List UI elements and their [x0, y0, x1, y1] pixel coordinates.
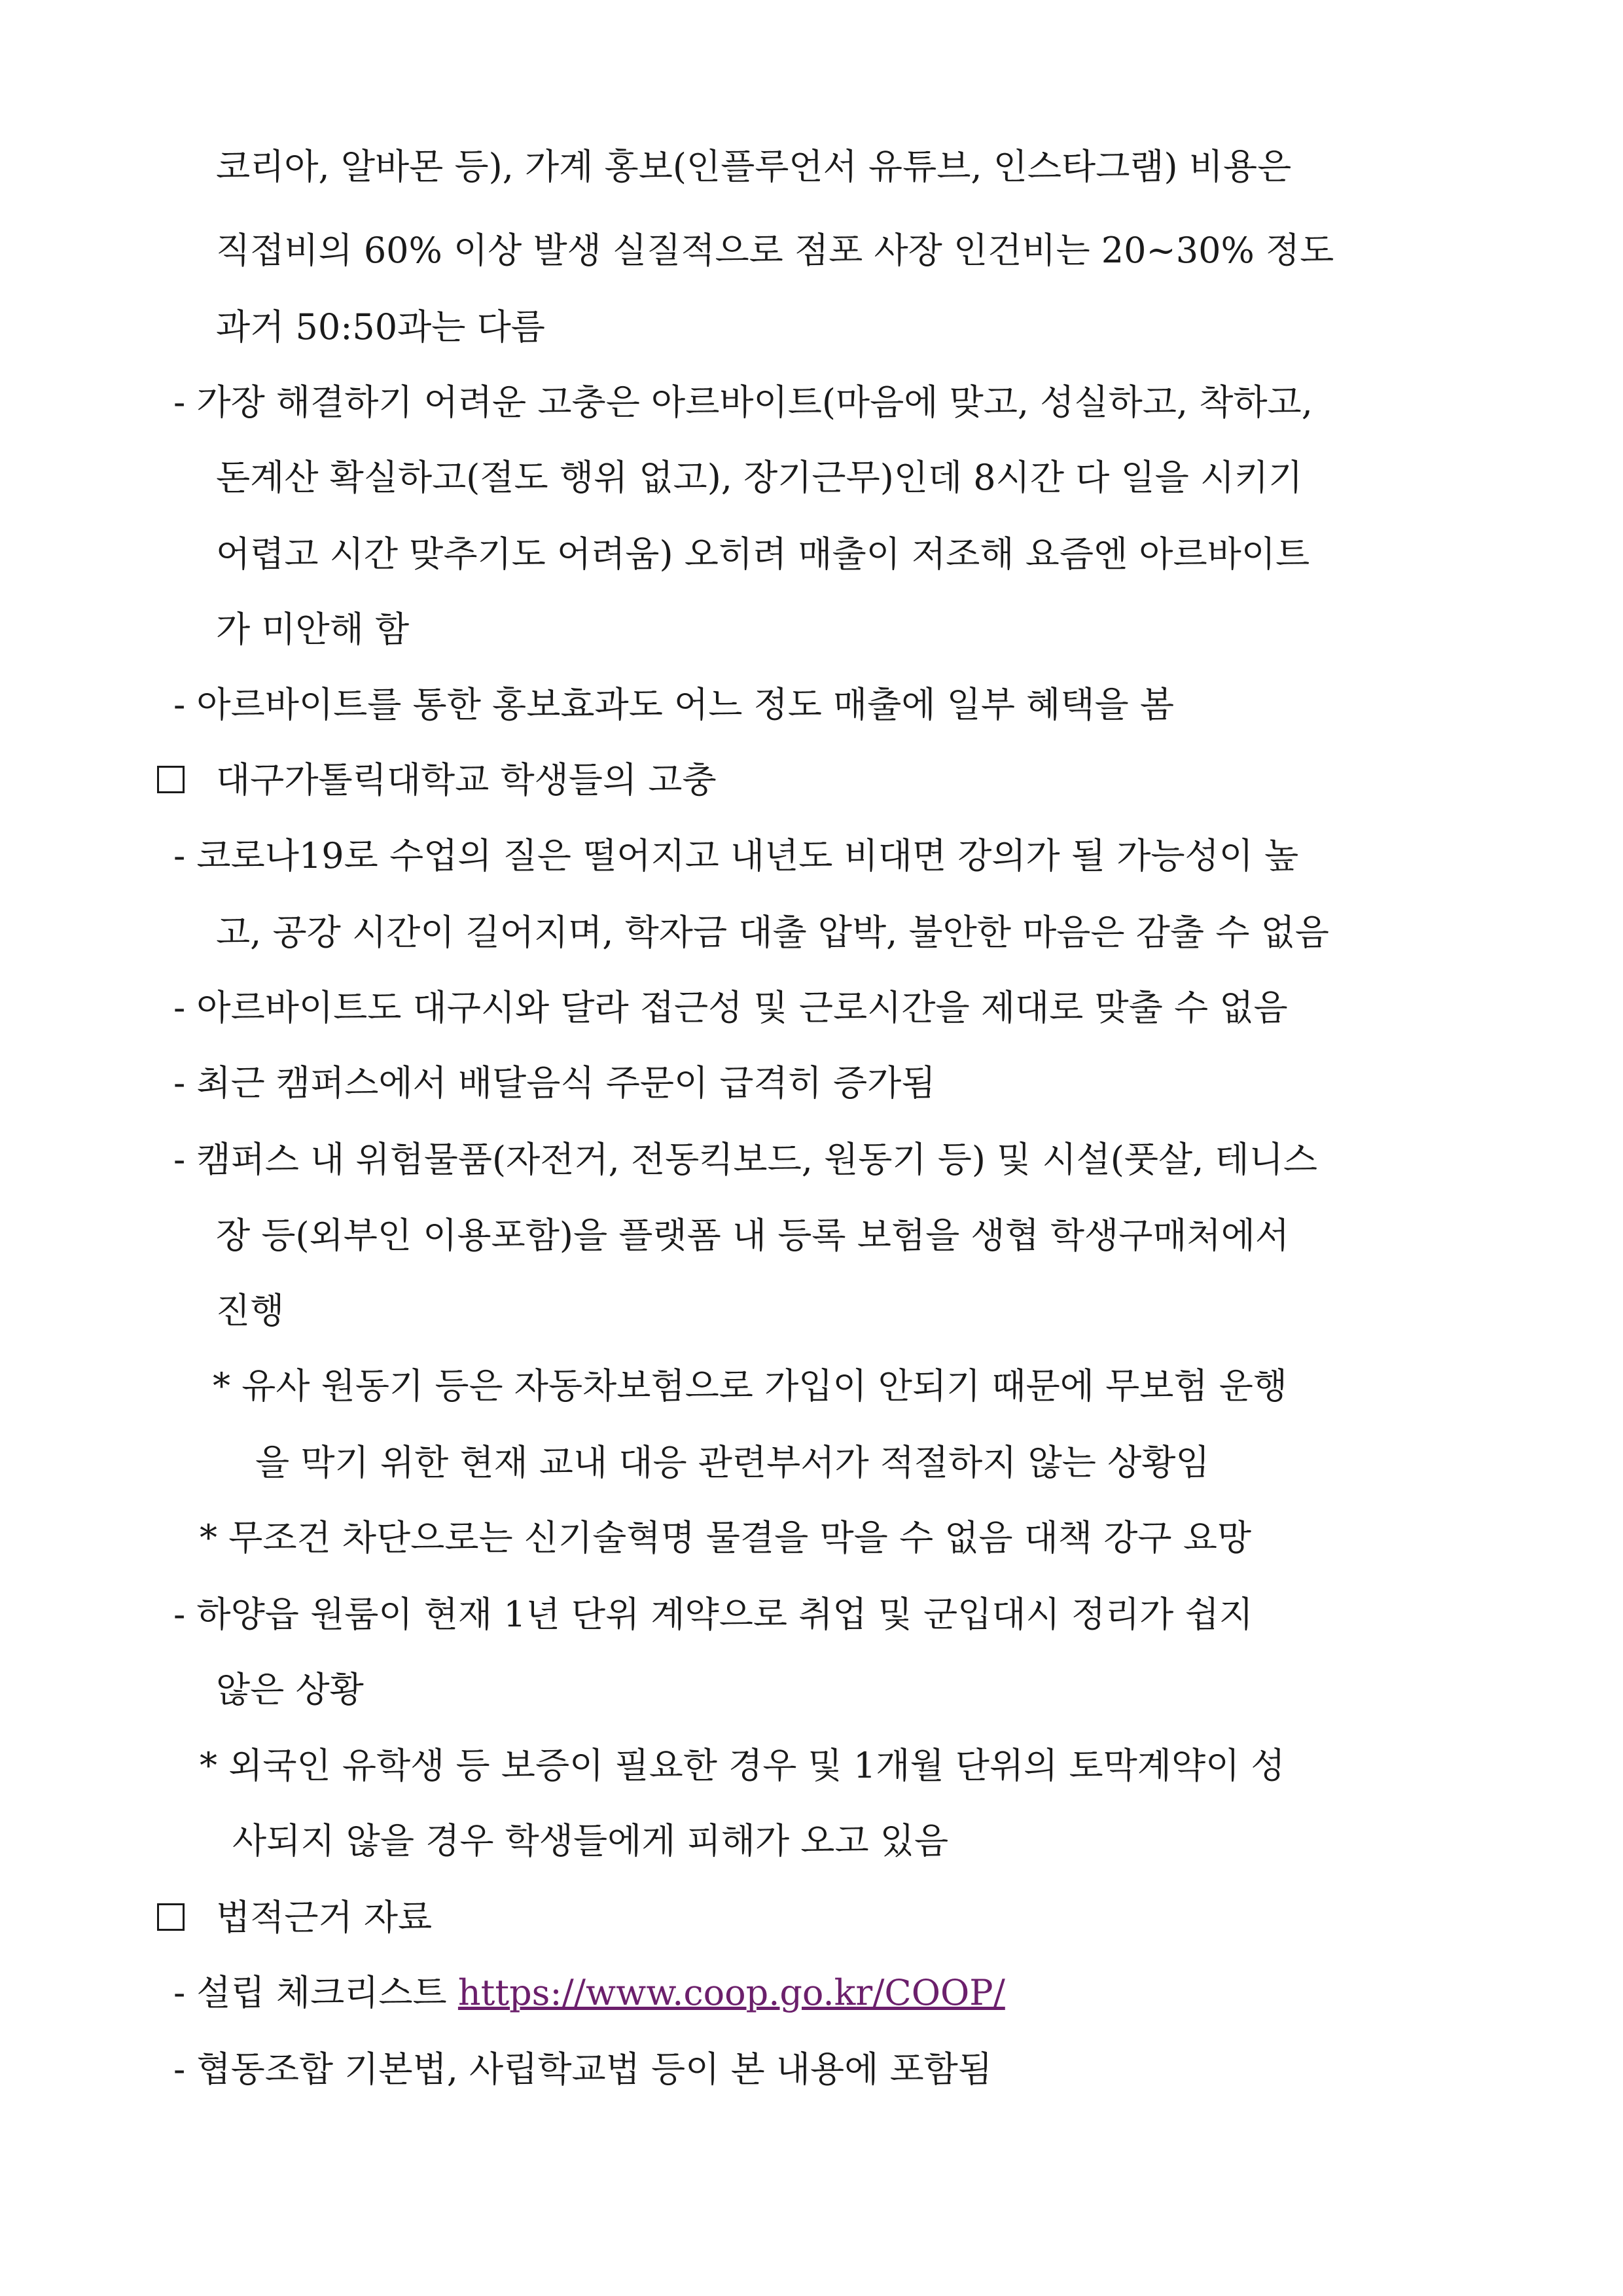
bullet-item: - 협동조합 기본법, 사립학교법 등이 본 내용에 포함됨: [173, 2049, 993, 2090]
note-item: * 유사 원동기 등은 자동차보험으로 가입이 안되기 때문에 무보험 운행: [213, 1365, 1288, 1407]
bullet-item: [173, 1970, 1005, 2016]
text-line: 고, 공강 시간이 길어지며, 학자금 대출 압박, 불안한 마음은 감출 수 없음: [216, 912, 1329, 953]
coop-link[interactable]: https://www.coop.go.kr/COOP/: [457, 1972, 1005, 2013]
text-line: 과거 50:50과는 다름: [216, 306, 545, 348]
bullet-item: - 코로나19로 수업의 질은 떨어지고 내년도 비대면 강의가 될 가능성이 높: [173, 835, 1299, 876]
bullet-item: - 캠퍼스 내 위험물품(자전거, 전동킥보드, 원동기 등) 및 시설(풋살, 테니스: [173, 1139, 1318, 1180]
text-line: 장 등(외부인 이용포함)을 플랫폼 내 등록 보험을 생협 학생구매처에서: [216, 1215, 1290, 1256]
bullet-item: - 아르바이트를 통한 홍보효과도 어느 정도 매출에 일부 혜택을 봄: [173, 684, 1174, 725]
bullet-item: - 가장 해결하기 어려운 고충은 아르바이트(마음에 맞고, 성실하고, 착하고,: [173, 382, 1313, 423]
text-line: 진행: [216, 1290, 285, 1331]
section-heading: 법적근거 자료: [216, 1897, 433, 1938]
text-line: 어렵고 시간 맞추기도 어려움) 오히려 매출이 저조해 요즘엔 아르바이트: [216, 533, 1310, 575]
text-line: 가 미안해 함: [216, 609, 410, 650]
checkbox-square-icon: [157, 766, 185, 793]
text-line: 사되지 않을 경우 학생들에게 피해가 오고 있음: [232, 1820, 949, 1861]
bullet-item: - 하양읍 원룸이 현재 1년 단위 계약으로 취업 및 군입대시 정리가 쉽지: [173, 1594, 1253, 1635]
text-line: 을 막기 위한 현재 교내 대응 관련부서가 적절하지 않는 상황임: [255, 1442, 1210, 1483]
checkbox-square-icon: [157, 1903, 185, 1931]
bullet-item: - 아르바이트도 대구시와 달라 접근성 및 근로시간을 제대로 맞출 수 없음: [173, 987, 1288, 1028]
note-item: * 외국인 유학생 등 보증이 필요한 경우 및 1개월 단위의 토막계약이 성: [200, 1745, 1285, 1786]
text-line: 돈계산 확실하고(절도 행위 없고), 장기근무)인데 8시간 다 일을 시키기: [216, 457, 1303, 498]
note-item: * 무조건 차단으로는 신기술혁명 물결을 막을 수 없음 대책 강구 요망: [200, 1517, 1252, 1558]
checklist-label: - 설립 체크리스트: [173, 1972, 447, 2013]
bullet-item: - 최근 캠퍼스에서 배달음식 주문이 급격히 증가됨: [173, 1062, 936, 1103]
text-line: 직접비의 60% 이상 발생 실질적으로 점포 사장 인건비는 20~30% 정도: [216, 230, 1334, 271]
section-heading: 대구가톨릭대학교 학생들의 고충: [216, 759, 717, 800]
text-line: 않은 상황: [216, 1669, 364, 1710]
text-line: 코리아, 알바몬 등), 가계 홍보(인플루언서 유튜브, 인스타그램) 비용은: [216, 146, 1292, 187]
